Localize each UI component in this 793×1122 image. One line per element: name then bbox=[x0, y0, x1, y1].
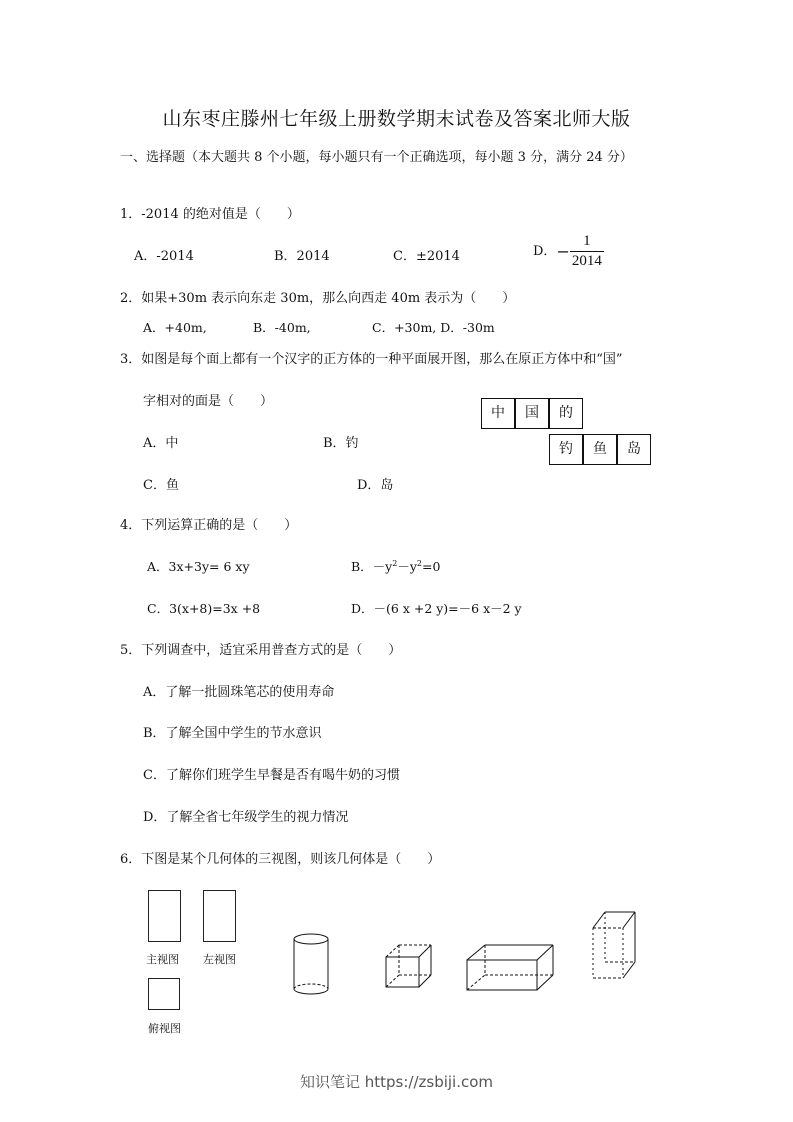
question-3-option-d: D．岛 bbox=[357, 478, 394, 493]
question-6-stem: 6．下图是某个几何体的三视图，则该几何体是（ ） bbox=[120, 852, 441, 867]
question-3-option-c: C．鱼 bbox=[143, 478, 179, 493]
question-2-option-cd: C．+30m, D．-30m bbox=[372, 320, 495, 335]
question-1-stem: 1．-2014 的绝对值是（ ） bbox=[120, 207, 300, 222]
net-cell: 岛 bbox=[617, 434, 651, 465]
fraction-numerator: 1 bbox=[570, 232, 604, 252]
fraction bbox=[570, 232, 604, 271]
section-heading: 一、选择题（本大题共 8 个小题，每小题只有一个正确选项，每小题 3 分，满分 24 分） bbox=[120, 150, 633, 165]
question-1-option-c: C．±2014 bbox=[393, 249, 460, 264]
rectangular-prism-shape bbox=[467, 945, 553, 990]
minus-sign: − bbox=[556, 242, 570, 261]
question-3-option-b: B．钓 bbox=[323, 436, 359, 451]
b-exponent-1: 2 bbox=[392, 558, 398, 568]
b-exponent-2: 2 bbox=[416, 558, 422, 568]
question-2-stem: 2．如果+30m 表示向东走 30m，那么向西走 40m 表示为（ ） bbox=[120, 291, 516, 306]
question-4-option-d: D．－(6 x +2 y)=－6 x－2 y bbox=[351, 601, 522, 616]
b-part-2: －y bbox=[397, 559, 417, 574]
fraction-denominator: 2014 bbox=[571, 253, 602, 269]
question-5-option-a: A．了解一批圆珠笔芯的使用寿命 bbox=[143, 685, 335, 700]
option-d-label: D． bbox=[533, 244, 557, 259]
question-3-stem: 3．如图是每个面上都有一个汉字的正方体的一种平面展开图，那么在原正方体中和“国” bbox=[120, 352, 623, 367]
b-part-1: B．－y bbox=[351, 559, 393, 574]
b-part-3: =0 bbox=[422, 559, 441, 574]
net-cell: 国 bbox=[515, 398, 549, 429]
net-cell: 中 bbox=[481, 398, 515, 429]
net-cell: 钓 bbox=[549, 434, 583, 465]
question-1-option-a: A．-2014 bbox=[134, 249, 194, 264]
geometry-options-figure bbox=[280, 900, 660, 1010]
question-4-option-c: C．3(x+8)=3x +8 bbox=[147, 601, 261, 616]
question-4-option-a: A．3x+3y= 6 xy bbox=[147, 559, 250, 574]
net-cell: 的 bbox=[549, 398, 583, 429]
question-5-option-b: B．了解全国中学生的节水意识 bbox=[143, 726, 322, 741]
question-2-option-a: A．+40m, bbox=[143, 320, 207, 335]
question-5-option-d: D．了解全省七年级学生的视力情况 bbox=[143, 810, 349, 825]
question-1-option-d bbox=[533, 232, 604, 271]
question-5-stem: 5．下列调查中，适宜采用普查方式的是（ ） bbox=[120, 643, 402, 658]
footer-watermark: 知识笔记 https://zsbiji.com bbox=[299, 1073, 494, 1091]
page-title: 山东枣庄滕州七年级上册数学期末试卷及答案北师大版 bbox=[162, 108, 631, 130]
front-view-label: 主视图 bbox=[146, 953, 179, 966]
question-4-stem: 4．下列运算正确的是（ ） bbox=[120, 518, 298, 533]
top-view-square bbox=[148, 978, 180, 1010]
left-view-rectangle bbox=[203, 890, 236, 942]
net-cell: 鱼 bbox=[583, 434, 617, 465]
small-cube-shape bbox=[386, 945, 431, 987]
left-view-label: 左视图 bbox=[203, 953, 236, 966]
question-1-option-b: B．2014 bbox=[274, 249, 330, 264]
question-3-stem-cont: 字相对的面是（ ） bbox=[143, 394, 274, 409]
question-3-option-a: A．中 bbox=[143, 436, 179, 451]
cylinder-shape bbox=[294, 934, 328, 994]
top-view-label: 俯视图 bbox=[148, 1022, 181, 1035]
tall-box-shape bbox=[593, 912, 635, 978]
front-view-rectangle bbox=[148, 890, 181, 942]
question-5-option-c: C．了解你们班学生早餐是否有喝牛奶的习惯 bbox=[143, 768, 400, 783]
question-4-option-b bbox=[351, 557, 440, 575]
question-2-option-b: B．-40m, bbox=[253, 320, 311, 335]
